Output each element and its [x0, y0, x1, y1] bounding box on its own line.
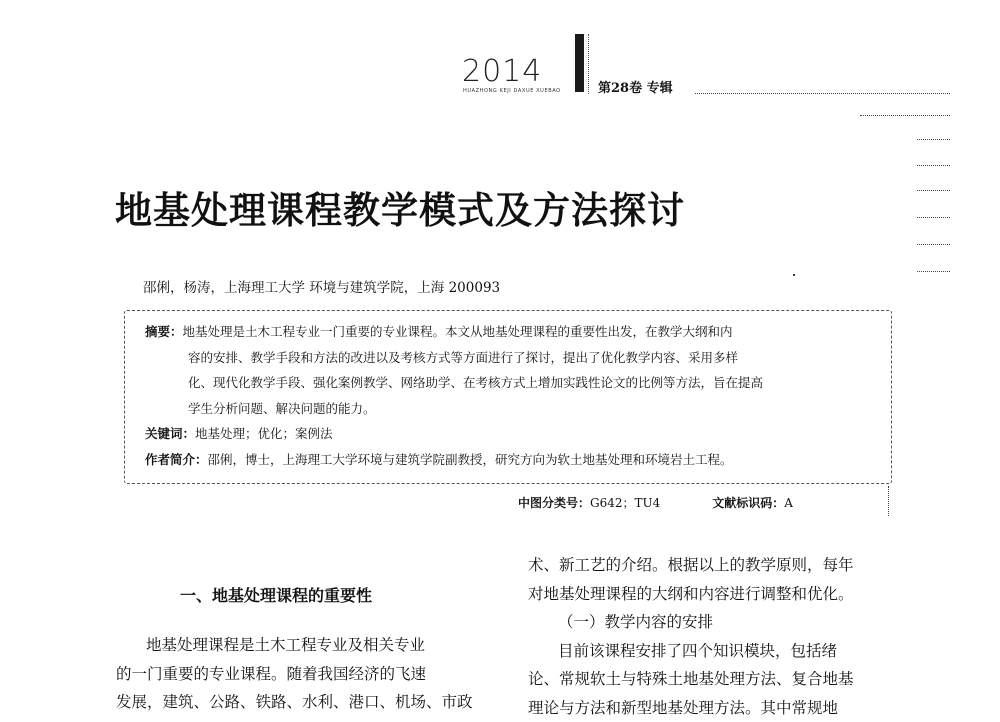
abstract-line: 摘要：地基处理是土木工程专业一门重要的专业课程。本文从地基处理课程的重要性出发，在教学大纲和内: [145, 319, 875, 345]
body-line: 目前该课程安排了四个知识模块，包括绪: [528, 637, 854, 666]
abstract-line: 学生分析问题、解决问题的能力。: [145, 396, 875, 422]
body-line: 理论与方法和新型地基处理方法。其中常规地: [528, 694, 854, 722]
keywords-value: 地基处理；优化；案例法: [195, 426, 333, 441]
clc-label: 中图分类号：: [518, 496, 590, 510]
deco-rule: [860, 115, 950, 116]
deco-rule: [917, 217, 950, 218]
author-intro-line: [145, 447, 875, 473]
body-line: 对地基处理课程的大纲和内容进行调整和优化。: [528, 580, 854, 609]
journal-year: 2014: [462, 54, 542, 89]
body-line: 地基处理课程是土木工程专业及相关专业: [116, 631, 473, 660]
left-column: [116, 631, 473, 717]
author-line: 邵俐，杨涛，上海理工大学 环境与建筑学院，上海 200093: [143, 276, 500, 296]
classification-row: [518, 494, 793, 511]
doc-code-value: A: [784, 496, 793, 510]
deco-rule: [917, 271, 950, 272]
header-bar: [575, 34, 584, 92]
author-intro-value: 邵俐，博士，上海理工大学环境与建筑学院副教授，研究方向为软土地基处理和环境岩土工程。: [208, 452, 733, 467]
subsection-heading: （一）教学内容的安排: [528, 608, 854, 637]
speck: [793, 274, 795, 276]
abstract-box: [124, 310, 892, 484]
journal-subtitle: HUAZHONG KEJI DAXUE XUEBAO: [463, 88, 561, 94]
deco-rule: [917, 139, 950, 140]
paper-title: 地基处理课程教学模式及方法探讨: [115, 180, 685, 234]
body-line: 发展，建筑、公路、铁路、水利、港口、机场、市政: [116, 688, 473, 717]
body-line: 术、新工艺的介绍。根据以上的教学原则，每年: [528, 551, 854, 580]
header-divider: [588, 34, 589, 94]
deco-rule: [917, 190, 950, 191]
author-intro-label: 作者简介：: [145, 452, 208, 467]
keywords-line: [145, 421, 875, 447]
abstract-line: 容的安排、教学手段和方法的改进以及考核方式等方面进行了探讨，提出了优化教学内容、采用多样: [145, 345, 875, 371]
deco-rule: [917, 165, 950, 166]
abstract-line: 化、现代化教学手段、强化案例教学、网络助学、在考核方式上增加实践性论文的比例等方法，旨在提高: [145, 370, 875, 396]
issue-label: 第28卷 专辑: [598, 77, 673, 96]
section-heading: 一、地基处理课程的重要性: [180, 583, 372, 606]
body-line: 论、常规软土与特殊土地基处理方法、复合地基: [528, 665, 854, 694]
header-rule: [695, 93, 950, 94]
right-column: [528, 551, 854, 722]
clc-value: G642；TU4: [590, 496, 660, 510]
abstract-text: [145, 319, 875, 472]
abstract-label: 摘要：: [145, 324, 183, 339]
keywords-label: 关键词：: [145, 426, 195, 441]
doc-code-label: 文献标识码：: [712, 496, 784, 510]
box-divider: [888, 486, 889, 516]
body-line: 的一门重要的专业课程。随着我国经济的飞速: [116, 660, 473, 689]
deco-rule: [917, 244, 950, 245]
